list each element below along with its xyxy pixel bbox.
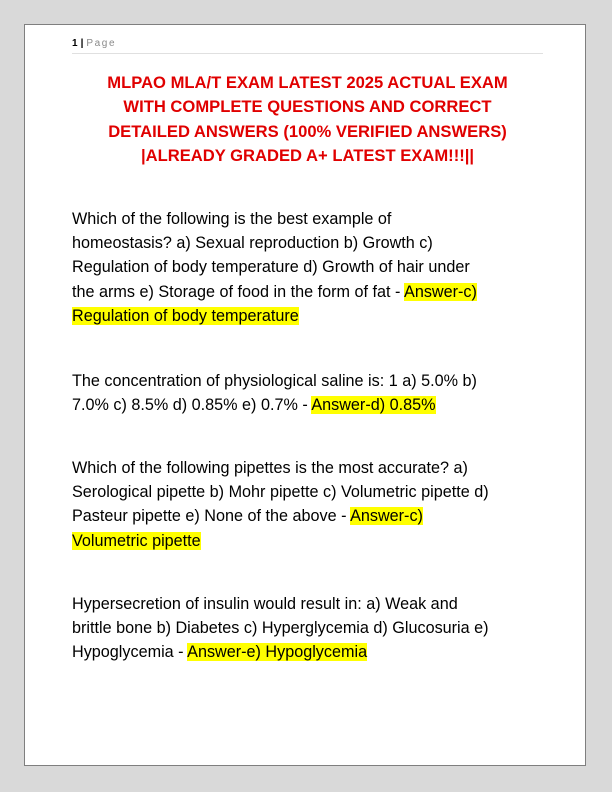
question-line: Regulation of body temperature d) Growth of hair under xyxy=(72,258,470,277)
answer-highlight: Volumetric pipette xyxy=(72,531,201,550)
question-line xyxy=(72,504,552,528)
page-word: Page xyxy=(86,38,117,49)
title-line: DETAILED ANSWERS (100% VERIFIED ANSWERS) xyxy=(108,121,507,141)
question-line xyxy=(72,280,552,304)
question-line: Hypersecretion of insulin would result in: a) Weak and xyxy=(72,595,458,613)
question-text: Hypoglycemia - xyxy=(72,643,188,662)
title-line: MLPAO MLA/T EXAM LATEST 2025 ACTUAL EXAM xyxy=(107,73,508,92)
title-line: |ALREADY GRADED A+ LATEST EXAM!!!|| xyxy=(140,145,475,165)
question-line: Which of the following pipettes is the most accurate? a) xyxy=(72,459,468,477)
question-pipettes xyxy=(72,456,552,553)
title-line: WITH COMPLETE QUESTIONS AND CORRECT xyxy=(123,97,492,117)
answer-highlight: Regulation of body temperature xyxy=(72,306,299,325)
question-line: brittle bone b) Diabetes c) Hyperglycemia d) Glucosuria e) xyxy=(72,619,489,638)
answer-highlight: Answer-c) xyxy=(404,282,477,301)
document-page xyxy=(24,24,586,766)
answer-highlight: Answer-d) 0.85% xyxy=(311,396,436,415)
question-line: Serological pipette b) Mohr pipette c) Volumetric pipette d) xyxy=(72,483,489,502)
question-physiological-saline xyxy=(72,369,552,417)
question-text: 7.0% c) 8.5% d) 0.85% e) 0.7% - xyxy=(72,396,312,415)
question-text: Pasteur pipette e) None of the above - xyxy=(72,507,351,526)
question-line: homeostasis? a) Sexual reproduction b) Growth c) xyxy=(72,234,433,253)
document-title xyxy=(72,71,543,168)
question-line xyxy=(72,529,552,553)
page-header xyxy=(72,37,543,54)
answer-highlight: Answer-e) Hypoglycemia xyxy=(187,643,368,662)
question-line xyxy=(72,393,552,417)
question-line xyxy=(72,640,552,664)
question-homeostasis xyxy=(72,207,552,328)
question-line xyxy=(72,304,552,328)
question-insulin xyxy=(72,592,552,665)
question-line: Which of the following is the best example of xyxy=(72,210,392,228)
page-number: 1 xyxy=(72,38,78,49)
page-number-separator: | xyxy=(80,38,84,49)
question-text: the arms e) Storage of food in the form of fat - xyxy=(72,282,405,301)
answer-highlight: Answer-c) xyxy=(350,507,423,526)
question-line: The concentration of physiological saline is: 1 a) 5.0% b) xyxy=(72,372,477,390)
